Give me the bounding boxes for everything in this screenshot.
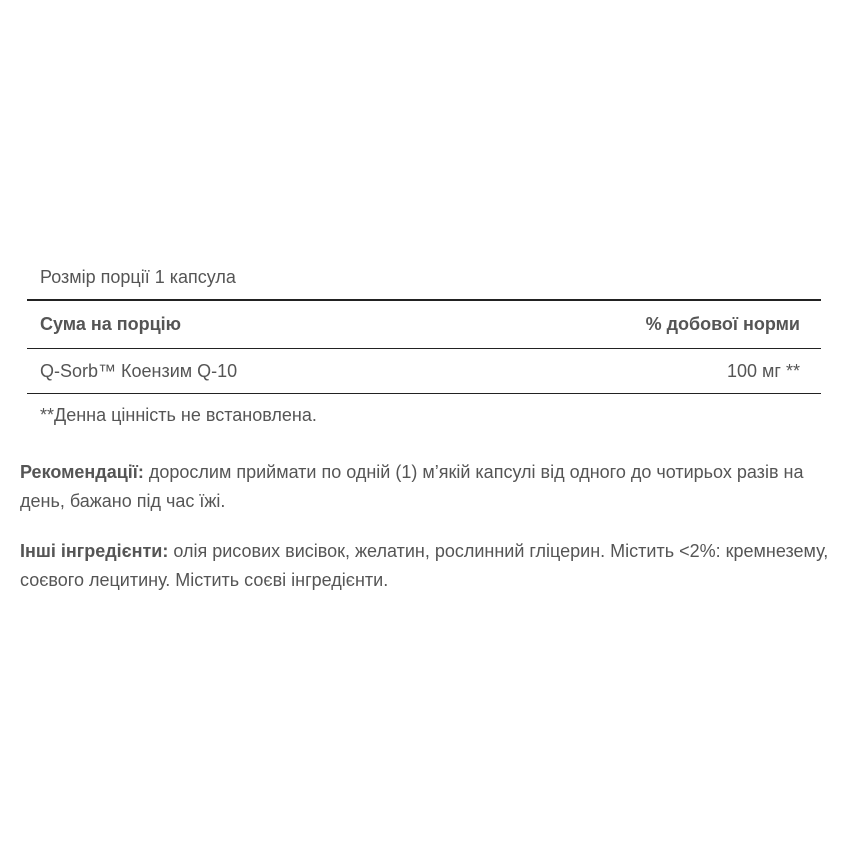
recommendations-label: Рекомендації: bbox=[20, 462, 144, 482]
ingredient-amount: 100 мг ** bbox=[727, 360, 800, 381]
recommendations-text: дорослим приймати по одній (1) м’якій капсулі від одного до чотирьох разів на день, бажано під час їжі. bbox=[20, 462, 804, 511]
ingredients-paragraph bbox=[20, 537, 840, 595]
header-amount-per-serving: Сума на порцію bbox=[40, 314, 182, 334]
ingredients-label: Інші інгредієнти: bbox=[20, 541, 169, 561]
recommendations-paragraph bbox=[20, 458, 840, 516]
serving-size: Розмір порції 1 капсула bbox=[27, 263, 821, 301]
ingredients-text: олія рисових висівок, желатин, рослинний гліцерин. Містить <2%: кремнезему, соєвого лецитину. Містить соєві інгредієнти. bbox=[20, 541, 829, 590]
supplement-facts bbox=[27, 263, 821, 428]
header-daily-value: % добової норми bbox=[645, 314, 800, 334]
facts-header-row bbox=[27, 301, 821, 349]
footnote: **Денна цінність не встановлена. bbox=[40, 405, 317, 425]
ingredient-name: Q-Sorb™ Коензим Q-10 bbox=[40, 360, 238, 381]
table-row bbox=[27, 349, 821, 394]
